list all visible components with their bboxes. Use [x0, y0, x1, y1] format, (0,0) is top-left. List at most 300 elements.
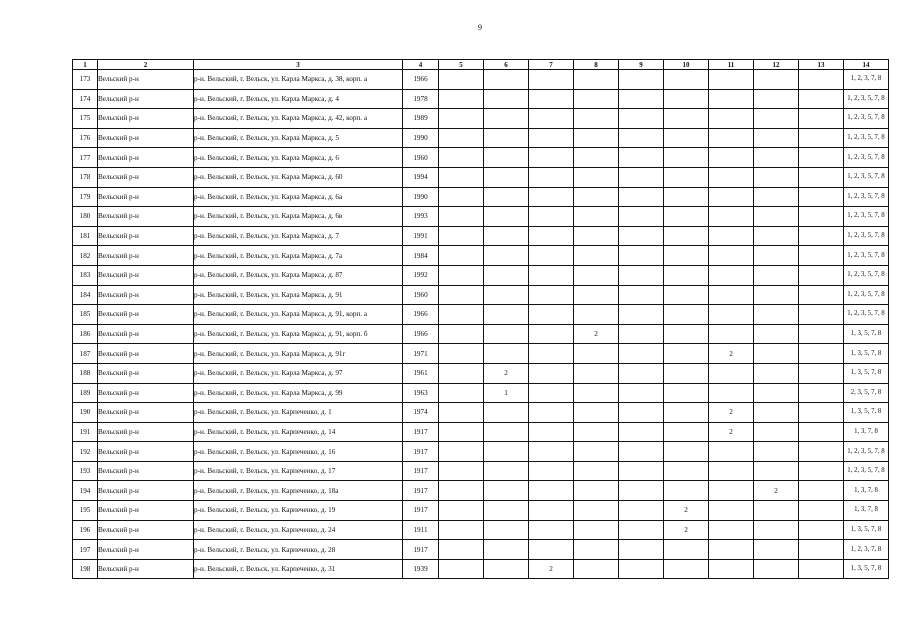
col9-cell [619, 403, 664, 423]
header-row [73, 60, 889, 70]
col6-cell [484, 305, 529, 325]
col5-cell [439, 442, 484, 462]
col5-cell [439, 285, 484, 305]
col6-cell [484, 246, 529, 266]
district-cell: Вельский р-н [98, 422, 194, 442]
col9-cell [619, 207, 664, 227]
col12-cell [754, 540, 799, 560]
codes-cell: 1, 3, 5, 7, 8 [844, 520, 889, 540]
col9-cell [619, 422, 664, 442]
col10-cell [664, 128, 709, 148]
col10-cell [664, 344, 709, 364]
col10-cell [664, 442, 709, 462]
col12-cell [754, 109, 799, 129]
col7-cell [529, 363, 574, 383]
col13-cell [799, 324, 844, 344]
col11-cell [709, 265, 754, 285]
col7-cell [529, 246, 574, 266]
col9-cell [619, 109, 664, 129]
row-number: 195 [73, 501, 98, 521]
district-cell: Вельский р-н [98, 403, 194, 423]
col10-cell [664, 559, 709, 579]
row-number: 178 [73, 167, 98, 187]
col8-cell [574, 383, 619, 403]
col8-cell [574, 70, 619, 90]
col11-cell [709, 187, 754, 207]
column-header-12: 12 [754, 60, 799, 70]
col10-cell [664, 89, 709, 109]
col13-cell [799, 207, 844, 227]
col7-cell [529, 324, 574, 344]
col5-cell [439, 344, 484, 364]
district-cell: Вельский р-н [98, 187, 194, 207]
codes-cell: 1, 2, 3, 7, 8 [844, 70, 889, 90]
col10-cell: 2 [664, 501, 709, 521]
district-cell: Вельский р-н [98, 128, 194, 148]
col7-cell [529, 187, 574, 207]
col6-cell [484, 344, 529, 364]
col6-cell [484, 403, 529, 423]
col6-cell [484, 128, 529, 148]
col12-cell [754, 422, 799, 442]
year-cell: 1966 [403, 70, 439, 90]
col8-cell: 2 [574, 324, 619, 344]
year-cell: 1966 [403, 324, 439, 344]
col5-cell [439, 403, 484, 423]
row-number: 189 [73, 383, 98, 403]
col13-cell [799, 559, 844, 579]
address-cell: р-н. Вельский, г. Вельск, ул. Карла Маркса, д. 91г [194, 344, 403, 364]
col9-cell [619, 89, 664, 109]
col11-cell: 2 [709, 403, 754, 423]
col5-cell [439, 559, 484, 579]
column-header-4: 4 [403, 60, 439, 70]
col9-cell [619, 246, 664, 266]
col11-cell [709, 501, 754, 521]
col10-cell [664, 207, 709, 227]
table-row [73, 226, 889, 246]
codes-cell: 1, 2, 3, 5, 7, 8 [844, 442, 889, 462]
district-cell: Вельский р-н [98, 265, 194, 285]
col13-cell [799, 501, 844, 521]
codes-cell: 1, 2, 3, 5, 7, 8 [844, 285, 889, 305]
col5-cell [439, 540, 484, 560]
col11-cell [709, 89, 754, 109]
col13-cell [799, 167, 844, 187]
codes-cell: 1, 2, 3, 5, 7, 8 [844, 461, 889, 481]
column-header-8: 8 [574, 60, 619, 70]
col6-cell [484, 324, 529, 344]
col12-cell [754, 70, 799, 90]
col5-cell [439, 207, 484, 227]
col12-cell: 2 [754, 481, 799, 501]
col9-cell [619, 520, 664, 540]
col12-cell [754, 265, 799, 285]
table-row [73, 285, 889, 305]
codes-cell: 1, 2, 3, 5, 7, 8 [844, 89, 889, 109]
col6-cell [484, 501, 529, 521]
col8-cell [574, 520, 619, 540]
col11-cell [709, 324, 754, 344]
col7-cell [529, 207, 574, 227]
col9-cell [619, 70, 664, 90]
district-cell: Вельский р-н [98, 383, 194, 403]
col6-cell [484, 226, 529, 246]
row-number: 191 [73, 422, 98, 442]
address-cell: р-н. Вельский, г. Вельск, ул. Карла Маркса, д. 91, корп. б [194, 324, 403, 344]
col11-cell: 2 [709, 422, 754, 442]
col7-cell [529, 520, 574, 540]
col9-cell [619, 540, 664, 560]
col11-cell [709, 70, 754, 90]
col7-cell [529, 540, 574, 560]
col6-cell [484, 70, 529, 90]
col5-cell [439, 305, 484, 325]
table-row [73, 363, 889, 383]
col6-cell [484, 109, 529, 129]
row-number: 175 [73, 109, 98, 129]
year-cell: 1911 [403, 520, 439, 540]
codes-cell: 1, 3, 7, 8 [844, 481, 889, 501]
table-row [73, 520, 889, 540]
column-header-10: 10 [664, 60, 709, 70]
col5-cell [439, 187, 484, 207]
year-cell: 1993 [403, 207, 439, 227]
col10-cell [664, 246, 709, 266]
col9-cell [619, 363, 664, 383]
col9-cell [619, 305, 664, 325]
col5-cell [439, 265, 484, 285]
year-cell: 1917 [403, 461, 439, 481]
col8-cell [574, 207, 619, 227]
col12-cell [754, 305, 799, 325]
row-number: 174 [73, 89, 98, 109]
codes-cell: 1, 2, 3, 5, 7, 8 [844, 207, 889, 227]
col6-cell [484, 461, 529, 481]
col5-cell [439, 501, 484, 521]
col12-cell [754, 324, 799, 344]
col9-cell [619, 481, 664, 501]
year-cell: 1961 [403, 363, 439, 383]
col10-cell [664, 540, 709, 560]
column-header-14: 14 [844, 60, 889, 70]
col8-cell [574, 442, 619, 462]
table-row [73, 501, 889, 521]
col5-cell [439, 128, 484, 148]
col8-cell [574, 285, 619, 305]
column-header-2: 2 [98, 60, 194, 70]
col13-cell [799, 187, 844, 207]
table-row [73, 422, 889, 442]
table-row [73, 383, 889, 403]
column-header-11: 11 [709, 60, 754, 70]
district-cell: Вельский р-н [98, 70, 194, 90]
col7-cell [529, 501, 574, 521]
row-number: 176 [73, 128, 98, 148]
col7-cell [529, 167, 574, 187]
row-number: 186 [73, 324, 98, 344]
col12-cell [754, 246, 799, 266]
table-row [73, 207, 889, 227]
col6-cell [484, 540, 529, 560]
col6-cell: 1 [484, 383, 529, 403]
codes-cell: 1, 3, 5, 7, 8 [844, 363, 889, 383]
district-cell: Вельский р-н [98, 540, 194, 560]
district-cell: Вельский р-н [98, 461, 194, 481]
codes-cell: 1, 3, 5, 7, 8 [844, 559, 889, 579]
address-cell: р-н. Вельский, г. Вельск, ул. Карла Маркса, д. 99 [194, 383, 403, 403]
col8-cell [574, 305, 619, 325]
col12-cell [754, 501, 799, 521]
col7-cell [529, 70, 574, 90]
col9-cell [619, 344, 664, 364]
codes-cell: 1, 3, 5, 7, 8 [844, 344, 889, 364]
codes-cell: 1, 3, 5, 7, 8 [844, 324, 889, 344]
col12-cell [754, 344, 799, 364]
row-number: 184 [73, 285, 98, 305]
col9-cell [619, 148, 664, 168]
col12-cell [754, 89, 799, 109]
year-cell: 1989 [403, 109, 439, 129]
col8-cell [574, 226, 619, 246]
col7-cell [529, 226, 574, 246]
codes-cell: 1, 2, 3, 5, 7, 8 [844, 187, 889, 207]
codes-cell: 1, 3, 7, 8 [844, 501, 889, 521]
row-number: 181 [73, 226, 98, 246]
col12-cell [754, 442, 799, 462]
col11-cell [709, 148, 754, 168]
address-cell: р-н. Вельский, г. Вельск, ул. Карла Маркса, д. 4 [194, 89, 403, 109]
address-cell: р-н. Вельский, г. Вельск, ул. Карла Маркса, д. 97 [194, 363, 403, 383]
col11-cell [709, 246, 754, 266]
col11-cell [709, 167, 754, 187]
table-row [73, 109, 889, 129]
col8-cell [574, 559, 619, 579]
address-cell: р-н. Вельский, г. Вельск, ул. Карпеченко, д. 31 [194, 559, 403, 579]
col6-cell [484, 187, 529, 207]
col8-cell [574, 265, 619, 285]
col12-cell [754, 187, 799, 207]
year-cell: 1917 [403, 422, 439, 442]
col5-cell [439, 324, 484, 344]
col9-cell [619, 167, 664, 187]
year-cell: 1960 [403, 285, 439, 305]
codes-cell: 1, 3, 7, 8 [844, 422, 889, 442]
row-number: 198 [73, 559, 98, 579]
col12-cell [754, 520, 799, 540]
col11-cell: 2 [709, 344, 754, 364]
column-header-1: 1 [73, 60, 98, 70]
column-header-6: 6 [484, 60, 529, 70]
col7-cell [529, 461, 574, 481]
address-cell: р-н. Вельский, г. Вельск, ул. Карпеченко, д. 19 [194, 501, 403, 521]
col7-cell: 2 [529, 559, 574, 579]
district-cell: Вельский р-н [98, 109, 194, 129]
address-cell: р-н. Вельский, г. Вельск, ул. Карла Маркса, д. 42, корп. а [194, 109, 403, 129]
col6-cell: 2 [484, 363, 529, 383]
col9-cell [619, 383, 664, 403]
col7-cell [529, 285, 574, 305]
codes-cell: 1, 2, 3, 5, 7, 8 [844, 167, 889, 187]
col5-cell [439, 422, 484, 442]
col9-cell [619, 128, 664, 148]
col9-cell [619, 324, 664, 344]
col8-cell [574, 403, 619, 423]
col13-cell [799, 540, 844, 560]
col13-cell [799, 520, 844, 540]
year-cell: 1963 [403, 383, 439, 403]
codes-cell: 1, 2, 3, 5, 7, 8 [844, 226, 889, 246]
district-cell: Вельский р-н [98, 226, 194, 246]
table-row [73, 148, 889, 168]
col7-cell [529, 344, 574, 364]
col13-cell [799, 422, 844, 442]
codes-cell: 1, 2, 3, 5, 7, 8 [844, 109, 889, 129]
row-number: 197 [73, 540, 98, 560]
col13-cell [799, 109, 844, 129]
row-number: 179 [73, 187, 98, 207]
col11-cell [709, 520, 754, 540]
col13-cell [799, 442, 844, 462]
col6-cell [484, 285, 529, 305]
col10-cell [664, 403, 709, 423]
col10-cell [664, 148, 709, 168]
district-cell: Вельский р-н [98, 246, 194, 266]
address-cell: р-н. Вельский, г. Вельск, ул. Карла Маркса, д. 5 [194, 128, 403, 148]
col10-cell [664, 461, 709, 481]
year-cell: 1994 [403, 167, 439, 187]
col11-cell [709, 481, 754, 501]
address-cell: р-н. Вельский, г. Вельск, ул. Карла Маркса, д. 91, корп. а [194, 305, 403, 325]
row-number: 183 [73, 265, 98, 285]
col10-cell [664, 285, 709, 305]
col12-cell [754, 363, 799, 383]
col8-cell [574, 167, 619, 187]
col13-cell [799, 265, 844, 285]
district-cell: Вельский р-н [98, 442, 194, 462]
col10-cell [664, 109, 709, 129]
codes-cell: 1, 2, 3, 5, 7, 8 [844, 128, 889, 148]
col7-cell [529, 148, 574, 168]
address-cell: р-н. Вельский, г. Вельск, ул. Карпеченко, д. 14 [194, 422, 403, 442]
col9-cell [619, 461, 664, 481]
column-header-3: 3 [194, 60, 403, 70]
col5-cell [439, 481, 484, 501]
table-row [73, 559, 889, 579]
row-number: 192 [73, 442, 98, 462]
col10-cell [664, 324, 709, 344]
codes-cell: 1, 2, 3, 5, 7, 8 [844, 148, 889, 168]
col5-cell [439, 167, 484, 187]
district-cell: Вельский р-н [98, 167, 194, 187]
row-number: 196 [73, 520, 98, 540]
col13-cell [799, 226, 844, 246]
col11-cell [709, 207, 754, 227]
page-number: 9 [478, 23, 482, 32]
col7-cell [529, 109, 574, 129]
table-row [73, 305, 889, 325]
col6-cell [484, 559, 529, 579]
col8-cell [574, 363, 619, 383]
address-cell: р-н. Вельский, г. Вельск, ул. Карла Маркса, д. 7а [194, 246, 403, 266]
table-row [73, 324, 889, 344]
year-cell: 1990 [403, 187, 439, 207]
address-cell: р-н. Вельский, г. Вельск, ул. Карпеченко, д. 24 [194, 520, 403, 540]
col10-cell [664, 167, 709, 187]
col8-cell [574, 422, 619, 442]
col7-cell [529, 403, 574, 423]
year-cell: 1966 [403, 305, 439, 325]
column-header-5: 5 [439, 60, 484, 70]
col8-cell [574, 461, 619, 481]
year-cell: 1960 [403, 148, 439, 168]
table-row [73, 344, 889, 364]
address-cell: р-н. Вельский, г. Вельск, ул. Карла Маркса, д. 60 [194, 167, 403, 187]
col6-cell [484, 442, 529, 462]
table-row [73, 461, 889, 481]
col13-cell [799, 305, 844, 325]
col13-cell [799, 383, 844, 403]
col10-cell [664, 187, 709, 207]
year-cell: 1984 [403, 246, 439, 266]
address-cell: р-н. Вельский, г. Вельск, ул. Карла Маркса, д. 6 [194, 148, 403, 168]
col10-cell [664, 481, 709, 501]
col11-cell [709, 128, 754, 148]
district-cell: Вельский р-н [98, 207, 194, 227]
address-cell: р-н. Вельский, г. Вельск, ул. Карпеченко, д. 17 [194, 461, 403, 481]
col10-cell [664, 226, 709, 246]
col12-cell [754, 207, 799, 227]
col11-cell [709, 540, 754, 560]
col9-cell [619, 265, 664, 285]
row-number: 185 [73, 305, 98, 325]
codes-cell: 1, 2, 3, 5, 7, 8 [844, 265, 889, 285]
year-cell: 1917 [403, 501, 439, 521]
year-cell: 1992 [403, 265, 439, 285]
address-cell: р-н. Вельский, г. Вельск, ул. Карпеченко, д. 16 [194, 442, 403, 462]
col6-cell [484, 422, 529, 442]
col13-cell [799, 403, 844, 423]
row-number: 173 [73, 70, 98, 90]
col10-cell [664, 305, 709, 325]
col11-cell [709, 285, 754, 305]
col13-cell [799, 344, 844, 364]
row-number: 188 [73, 363, 98, 383]
col5-cell [439, 109, 484, 129]
col11-cell [709, 109, 754, 129]
col5-cell [439, 89, 484, 109]
col11-cell [709, 383, 754, 403]
district-cell: Вельский р-н [98, 559, 194, 579]
address-cell: р-н. Вельский, г. Вельск, ул. Карла Маркса, д. 6а [194, 187, 403, 207]
table-row [73, 265, 889, 285]
district-cell: Вельский р-н [98, 481, 194, 501]
col13-cell [799, 128, 844, 148]
col12-cell [754, 559, 799, 579]
col5-cell [439, 520, 484, 540]
row-number: 190 [73, 403, 98, 423]
col8-cell [574, 128, 619, 148]
col11-cell [709, 226, 754, 246]
col5-cell [439, 461, 484, 481]
year-cell: 1939 [403, 559, 439, 579]
col13-cell [799, 148, 844, 168]
col12-cell [754, 461, 799, 481]
col10-cell [664, 363, 709, 383]
address-cell: р-н. Вельский, г. Вельск, ул. Карпеченко, д. 28 [194, 540, 403, 560]
col5-cell [439, 383, 484, 403]
col11-cell [709, 305, 754, 325]
